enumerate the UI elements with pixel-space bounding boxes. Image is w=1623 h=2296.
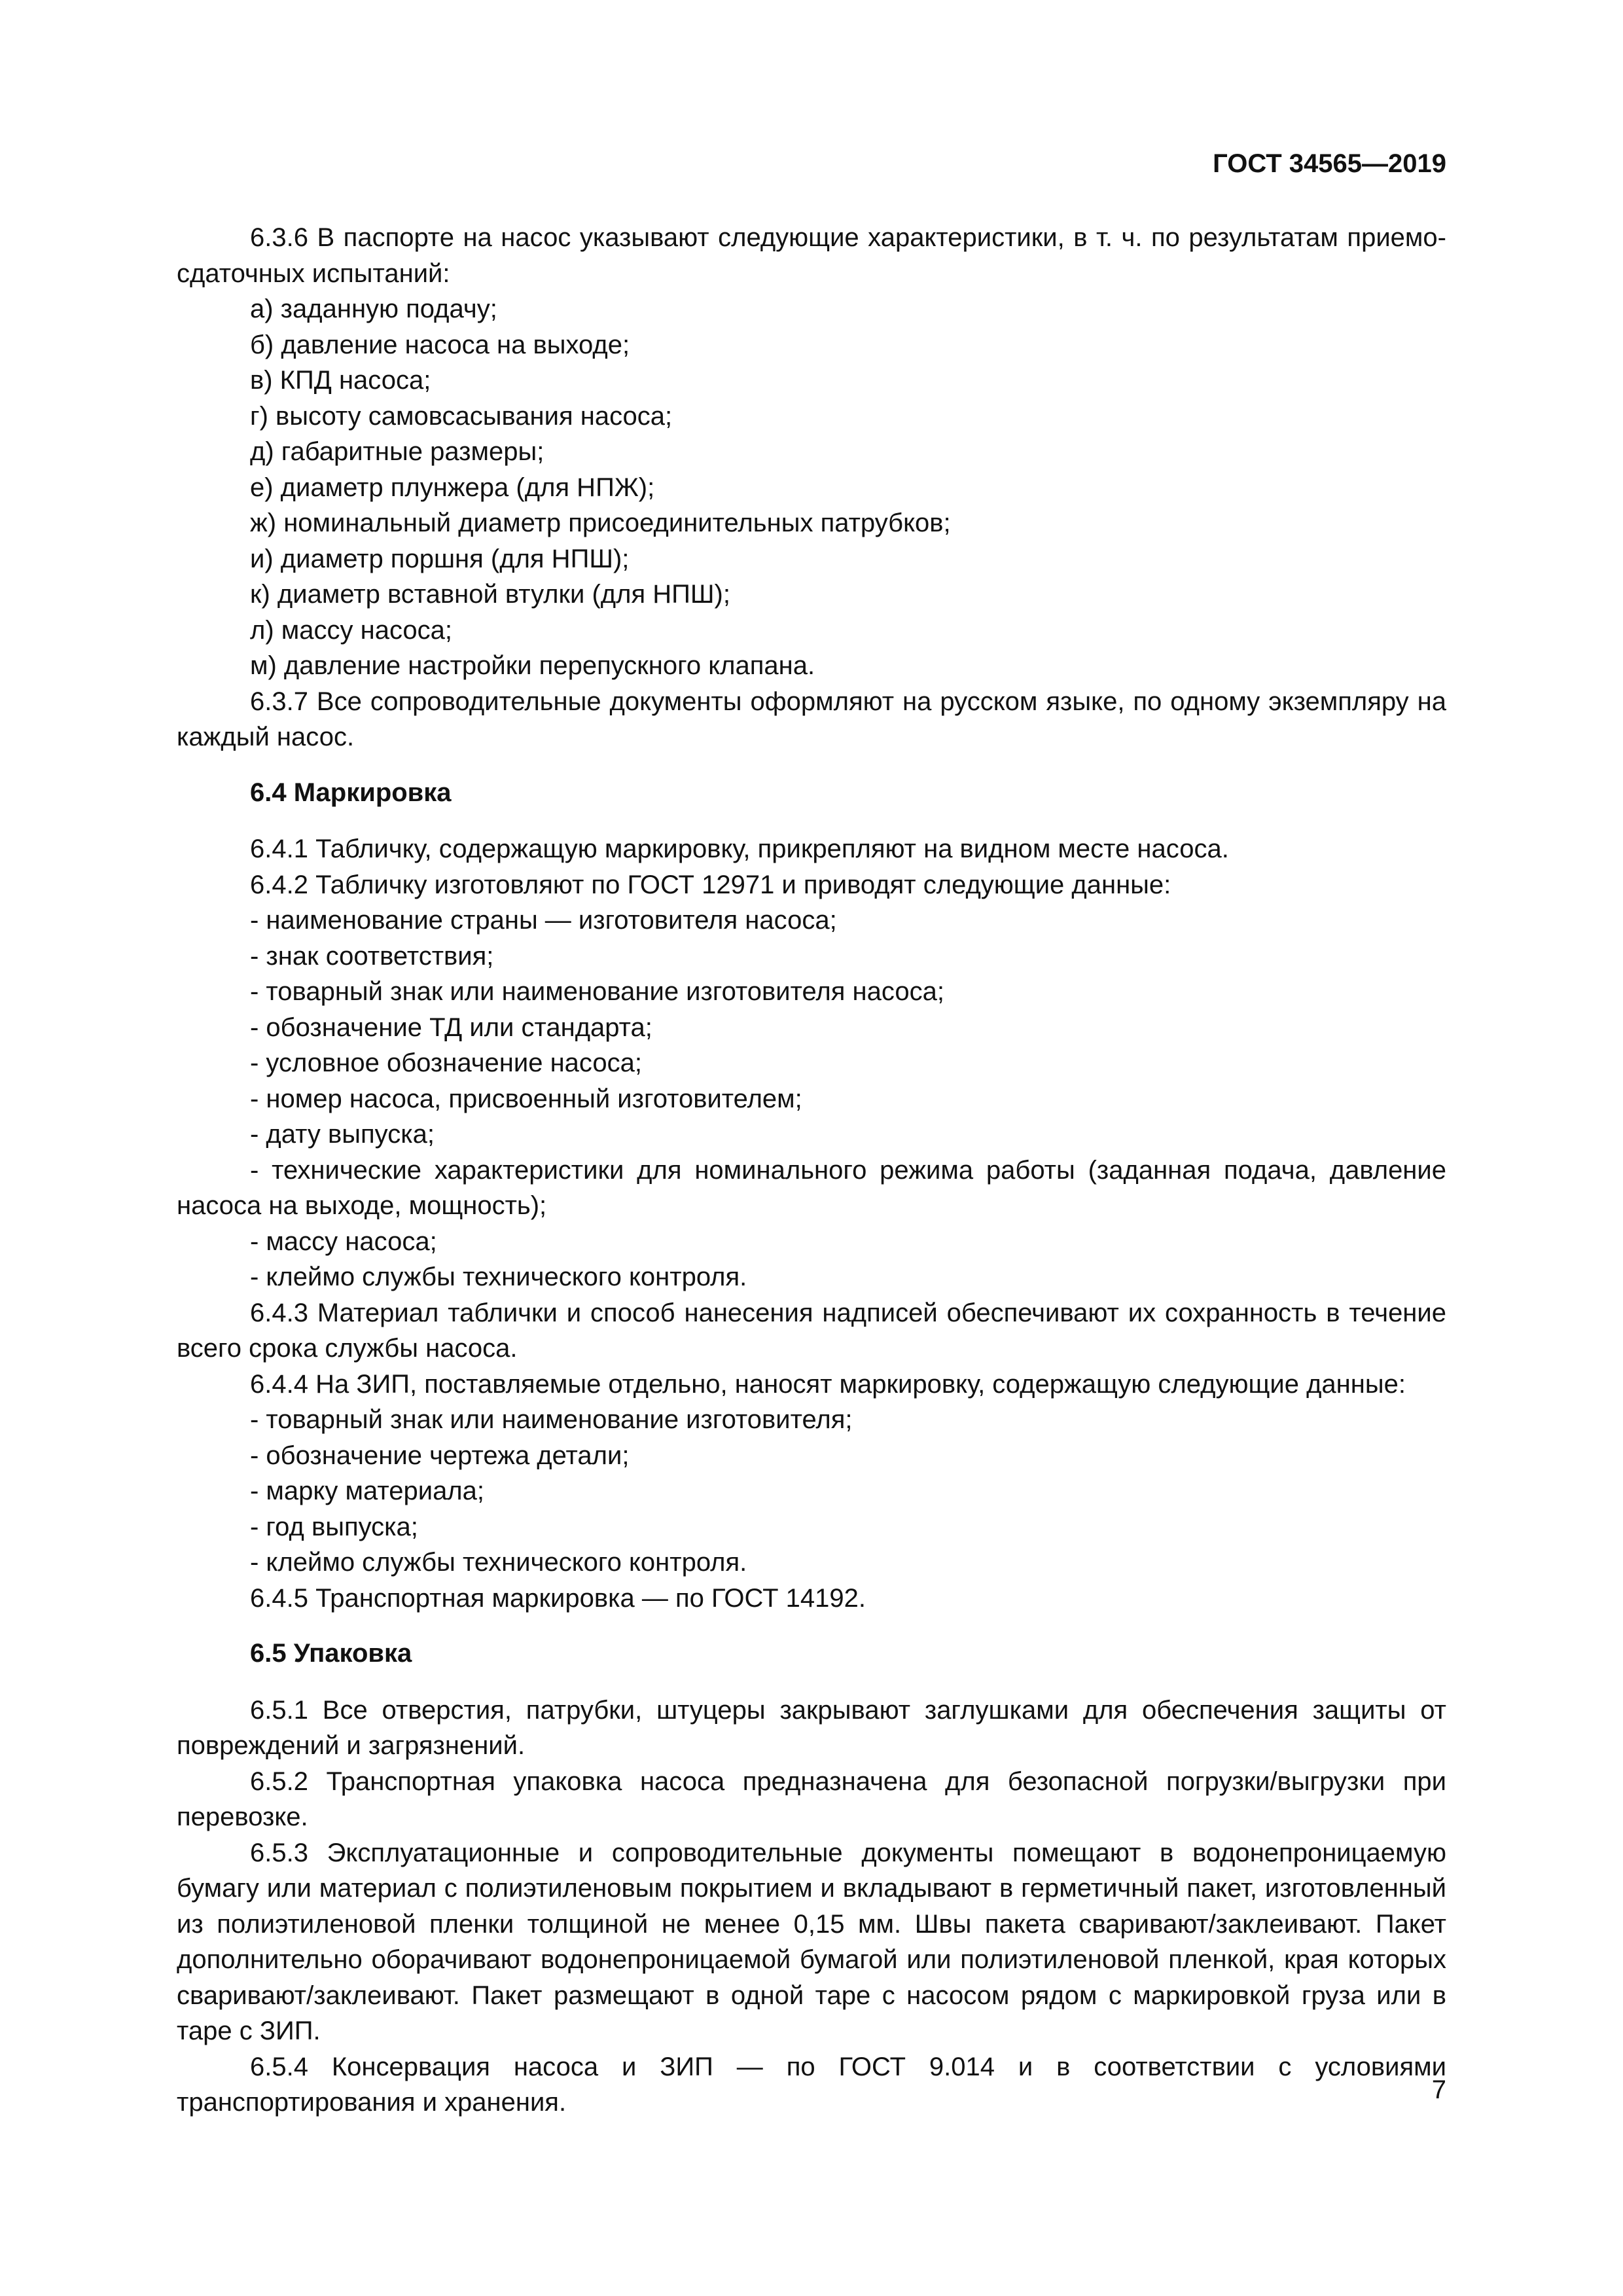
list-item: - наименование страны — изготовителя насоса; [250,906,837,935]
list-item: б) давление насоса на выходе; [250,330,630,359]
list-item: - условное обозначение насоса; [250,1049,642,1077]
list-item: к) диаметр вставной втулки (для НПШ); [250,580,730,609]
clause-6-4-4-list [177,1402,1446,1581]
list-item: - дату выпуска; [250,1120,435,1149]
list-item: л) массу насоса; [250,615,453,645]
clause-6-5-4: 6.5.4 Консервация насоса и ЗИП — по ГОСТ 9.014 и в соответствии с условиями транспортирования и хранения. [177,2052,1446,2117]
page-number: 7 [1431,2075,1446,2104]
list-item: - обозначение чертежа детали; [250,1441,630,1470]
list-item: а) заданную подачу; [250,295,497,323]
clause-6-4-3: 6.4.3 Материал таблички и способ нанесения надписей обеспечивают их сохранность в течение всего срока службы насоса. [177,1298,1446,1363]
clause-6-4-2-list [177,903,1446,1295]
list-item: - клеймо службы технического контроля. [250,1548,747,1577]
clause-6-4-1: 6.4.1 Табличку, содержащую маркировку, прикрепляют на видном месте насоса. [250,834,1229,863]
list-item: - марку материала; [250,1477,485,1505]
list-item: в) КПД насоса; [250,366,431,395]
clause-6-5-1: 6.5.1 Все отверстия, патрубки, штуцеры закрывают заглушками для обеспечения защиты от повреждений и загрязнений. [177,1695,1446,1760]
list-item: - год выпуска; [250,1512,418,1541]
list-item: - технические характеристики для номинального режима работы (заданная подача, давление насоса на выходе, мощность); [177,1155,1446,1220]
list-item: е) диаметр плунжера (для НПЖ); [250,473,655,502]
list-item: - обозначение ТД или стандарта; [250,1013,652,1042]
list-item: - номер насоса, присвоенный изготовителем; [250,1084,802,1113]
clause-6-4-4: 6.4.4 На ЗИП, поставляемые отдельно, наносят маркировку, содержащую следующие данные: [250,1369,1406,1399]
document-id-header: ГОСТ 34565—2019 [1213,149,1446,178]
list-item: - знак соответствия; [250,941,494,971]
clause-6-3-7: 6.3.7 Все сопроводительные документы оформляют на русском языке, по одному экземпляру на каждый насос. [177,687,1446,751]
clause-6-3-6: 6.3.6 В паспорте на насос указывают следующие характеристики, в т. ч. по результатам приемо-сдаточных испытаний: [177,223,1446,288]
list-item: и) диаметр поршня (для НПШ); [250,544,630,573]
document-body [177,220,1446,2121]
clause-6-5-3: 6.5.3 Эксплуатационные и сопроводительные документы помещают в водонепроницаемую бумагу или материал с полиэтиленовым покрытием и вкладывают в герметичный пакет, изготовленный из полиэтиленовой пленки толщиной не менее 0,15 мм. Швы пакета сваривают/заклеивают. Пакет дополнительно оборачивают водонепроницаемой бумагой или полиэтиленовой пленкой, края которых сваривают/заклеивают. Пакет размещают в одной таре с насосом рядом с маркировкой груза или в таре с ЗИП. [177,1838,1446,2045]
list-item: - товарный знак или наименование изготовителя; [250,1405,853,1434]
section-heading-6-4: 6.4 Маркировка [250,778,452,807]
clause-6-5-2: 6.5.2 Транспортная упаковка насоса предназначена для безопасной погрузки/выгрузки при перевозке. [177,1767,1446,1831]
list-item: д) габаритные размеры; [250,437,544,466]
clause-6-4-2: 6.4.2 Табличку изготовляют по ГОСТ 12971 и приводят следующие данные: [250,870,1171,899]
clause-6-3-6-list [177,291,1446,684]
list-item: - массу насоса; [250,1227,437,1256]
list-item: г) высоту самовсасывания насоса; [250,401,673,431]
list-item: м) давление настройки перепускного клапана. [250,651,815,680]
list-item: ж) номинальный диаметр присоединительных патрубков; [250,509,951,537]
list-item: - товарный знак или наименование изготовителя насоса; [250,977,944,1006]
list-item: - клеймо службы технического контроля. [250,1263,747,1291]
section-heading-6-5: 6.5 Упаковка [250,1639,412,1668]
clause-6-4-5: 6.4.5 Транспортная маркировка — по ГОСТ 14192. [250,1583,866,1613]
